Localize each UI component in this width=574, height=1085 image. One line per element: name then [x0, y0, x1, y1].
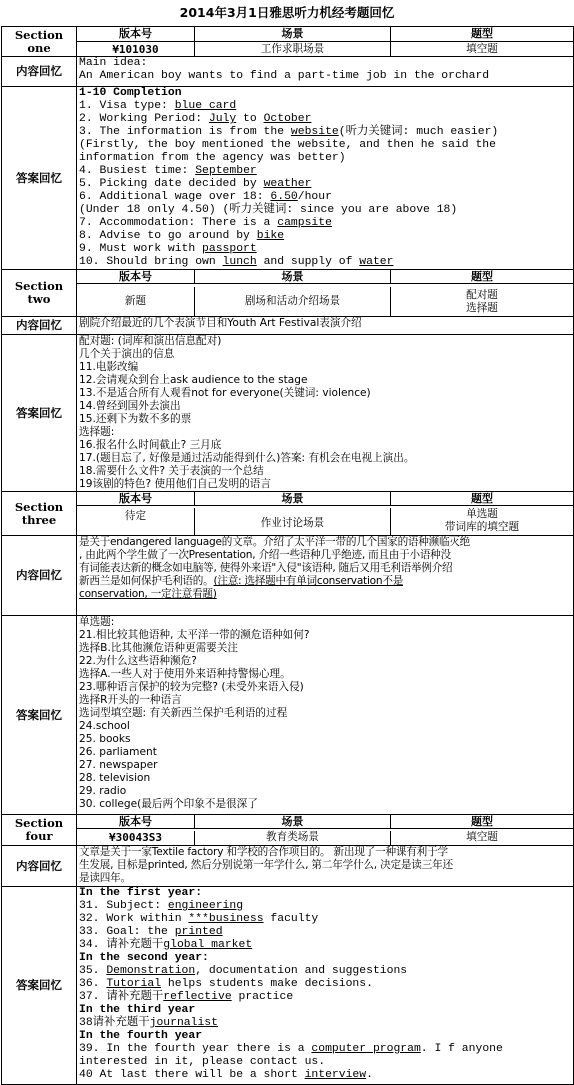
version-header: 版本号 [77, 492, 195, 506]
answer-label: 答案回忆 [2, 887, 77, 1085]
section-three-answer-row [2, 616, 574, 815]
section-one-answers-line [79, 256, 571, 269]
section-three-meta-grid [77, 492, 573, 535]
section-one-answers-line [79, 243, 571, 256]
line-text: 40 At last there will be a short [79, 1069, 305, 1081]
version-header: 版本号 [77, 27, 195, 42]
section-three-content-line [79, 575, 571, 588]
answer-text: reflective [163, 991, 232, 1003]
answer-text: journalist [149, 1017, 218, 1029]
type-header: 题型 [391, 492, 573, 506]
line-text: 12.会请观众到台上ask audience to the stage [79, 374, 308, 386]
line-text: /hour [297, 191, 332, 203]
answer-text: global market [163, 939, 253, 951]
line-text: 28. television [79, 772, 151, 784]
answer-text: July [208, 113, 237, 125]
answer-text: Tutorial [106, 978, 162, 990]
section-four-answers-line [79, 1043, 571, 1056]
section-three-content-line [79, 549, 571, 562]
line-text: 21.相比较其他语种, 太平洋一带的濒危语种如何? [79, 629, 310, 641]
answer-text: conservation, 一定注意看题) [79, 588, 217, 600]
content-label: 内容回忆 [2, 57, 77, 87]
section-four-answers-line [79, 1056, 571, 1069]
section-one-answers-line [79, 100, 571, 113]
section-three-answers-line [79, 785, 571, 798]
content-label: 内容回忆 [2, 536, 77, 616]
line-text: 有词能表达新的概念如电脑等, 使得外来语"入侵"该语种, 随后又用毛利语举例介绍 [79, 562, 453, 574]
line-text: 29. radio [79, 785, 127, 797]
section-three-answers-line [79, 655, 571, 668]
line-text: 33. Goal: the [79, 926, 175, 938]
scene-header: 场景 [195, 270, 391, 284]
section-two-answers [77, 335, 574, 492]
line-text: 9. Must work with [79, 243, 203, 255]
scene-header: 场景 [195, 27, 391, 42]
line-text: 22.为什么这些语种濒危? [79, 655, 197, 667]
section-four-type: 填空题 [466, 830, 498, 843]
line-text: 32. Work within [79, 913, 189, 925]
section-one-meta-row [2, 42, 574, 57]
answer-text: campsite [277, 217, 332, 229]
section-two-answers-line [79, 478, 571, 491]
line-text: 选择题: [79, 426, 115, 438]
section-four-content-line: 生发展, 目标是printed, 然后分别说第一年学什么, 第二年学什么, 决定是读三年还 [79, 859, 453, 871]
line-text: 新西兰是如何保护毛利语的。 [79, 575, 214, 587]
line-text: 17.(题目忘了, 好像是通过活动能得到什么)答案: 有机会在电视上演出。 [79, 452, 415, 464]
line-text: 34. 请补充题干 [79, 939, 164, 951]
line-text: . [366, 1069, 373, 1081]
line-text: 10. Should bring own [79, 256, 223, 268]
line-text: 35. [79, 965, 107, 977]
section-three-header-row [2, 492, 574, 536]
line-text: . I f anyone [420, 1043, 503, 1055]
section-four-answers-line [79, 1004, 571, 1017]
line-text: 11.电影改编 [79, 361, 139, 373]
answer-label: 答案回忆 [2, 87, 77, 270]
answer-text: blue card [174, 100, 237, 112]
section-four-version: ¥30043S3 [77, 831, 195, 846]
section-two-version: 新题 [77, 287, 195, 316]
section-one-content-line: Main idea: [79, 57, 148, 69]
section-one-answers-line [79, 139, 571, 152]
line-text: and supply of [256, 256, 360, 268]
answer-label: 答案回忆 [2, 335, 77, 492]
line-text: 1. Visa type: [79, 100, 175, 112]
section-two-answers-line [79, 361, 571, 374]
line-text: 3. The information is from the [79, 126, 291, 138]
type-header: 题型 [391, 27, 574, 42]
section-four-answers-line [79, 1069, 571, 1082]
line-text: helps students make decisions. [161, 978, 373, 990]
section-three-name: Section three [2, 492, 77, 536]
line-text: 23.哪种语言保护的较为完整? (未受外来语入侵) [79, 681, 304, 693]
section-one-answers [77, 87, 574, 270]
version-header: 版本号 [77, 270, 195, 284]
version-header: 版本号 [77, 815, 195, 829]
section-three-content [77, 536, 574, 616]
section-four-content-row [2, 846, 574, 887]
section-one-answers-line [79, 191, 571, 204]
scene-header: 场景 [195, 815, 391, 829]
content-label: 内容回忆 [2, 317, 77, 335]
line-text: 39. In the fourth year there is a [79, 1043, 312, 1055]
section-four-answers-line [79, 1030, 571, 1043]
section-one-answers-line [79, 204, 571, 217]
section-three-version: 待定 [77, 508, 195, 536]
section-four-name: Section four [2, 815, 77, 846]
line-text: practice [231, 991, 294, 1003]
section-one-answers-line [79, 126, 571, 139]
answer-label: 答案回忆 [2, 616, 77, 815]
content-label: 内容回忆 [2, 846, 77, 887]
section-four-content-line: 是读四年。 [79, 872, 131, 884]
section-two-answers-line [79, 426, 571, 439]
section-three-content-line [79, 562, 571, 575]
answer-text: water [359, 256, 394, 268]
answer-text: printed [174, 926, 223, 938]
section-four-answers-line [79, 978, 571, 991]
section-one-header-row [2, 27, 574, 42]
answer-text: website [290, 126, 339, 138]
answer-text: lunch [222, 256, 257, 268]
section-two-meta-grid [77, 270, 573, 316]
answer-text: interview [304, 1069, 367, 1081]
line-text: 选词型填空题: 有关新西兰保护毛利语的过程 [79, 707, 288, 719]
section-four-content [77, 846, 574, 887]
line-text: 5. Picking date decided by [79, 178, 264, 190]
section-two-type: 配对题 选择题 [466, 288, 498, 314]
line-text: In the third year [79, 1004, 196, 1016]
section-three-answers-line [79, 746, 571, 759]
type-header: 题型 [391, 815, 573, 829]
line-text: 配对题: (词库和演出信息配对) [79, 335, 222, 347]
section-three-content-row [2, 536, 574, 616]
line-text: 19该剧的特色? 使用他们自己发明的语言 [79, 478, 271, 490]
answer-text: 6.50 [270, 191, 298, 203]
section-three-answers-line [79, 616, 571, 629]
answer-text: September [195, 165, 257, 177]
line-text: 18.需要什么文件? 关于表演的一个总结 [79, 465, 264, 477]
line-text: 单选题: [79, 616, 115, 628]
line-text: 24.school [79, 720, 130, 732]
line-text: 26. parliament [79, 746, 157, 758]
section-two-answers-line [79, 452, 571, 465]
section-four-answers-line [79, 991, 571, 1004]
section-one-answers-line [79, 165, 571, 178]
section-four-answers-line [79, 900, 571, 913]
section-two-content [77, 317, 574, 335]
section-two-answers-line [79, 413, 571, 426]
section-two-answers-line [79, 335, 571, 348]
line-text: 8. Advise to go around by [79, 230, 257, 242]
section-three-answers-line [79, 772, 571, 785]
line-text: to [236, 113, 264, 125]
line-text: interested in it, please contact us. [79, 1056, 326, 1068]
section-one-name: Section one [2, 27, 77, 57]
line-text: 16.报名什么时间截止? 三月底 [79, 439, 222, 451]
line-text: In the fourth year [79, 1030, 203, 1042]
section-four-meta [77, 815, 574, 846]
section-one-scene: 工作求职场景 [195, 42, 391, 57]
answer-text: (注意: 选择题中有单词conservation不是 [213, 575, 404, 587]
answer-text: Demonstration [106, 965, 196, 977]
line-text: , documentation and suggestions [195, 965, 408, 977]
section-one-answers-line [79, 230, 571, 243]
scene-header: 场景 [195, 492, 391, 506]
section-one-answers-line [79, 152, 571, 165]
section-three-answers-line [79, 707, 571, 720]
section-one-answers-line [79, 178, 571, 191]
line-text: faculty [263, 913, 319, 925]
line-text: 25. books [79, 733, 131, 745]
section-three-meta [77, 492, 574, 536]
line-text: 4. Busiest time: [79, 165, 196, 177]
answer-text: engineering [167, 900, 244, 912]
section-three-answers-line [79, 681, 571, 694]
line-text: 选择R开头的一种语言 [79, 694, 182, 706]
section-three-answers-line [79, 720, 571, 733]
section-three-content-line [79, 588, 571, 601]
section-three-answers-line [79, 694, 571, 707]
line-text: 36. [79, 978, 107, 990]
answer-text: passport [202, 243, 257, 255]
section-two-name: Section two [2, 270, 77, 317]
section-one-answer-row [2, 87, 574, 270]
section-two-header-row [2, 270, 574, 317]
section-four-answers-line [79, 965, 571, 978]
line-text: 2. Working Period: [79, 113, 209, 125]
section-three-answers-line [79, 733, 571, 746]
section-one-answers-line [79, 113, 571, 126]
line-text: 是关于endangered language的文章。介绍了太平洋一带的几个国家的语种濒临灭绝 [79, 536, 470, 548]
section-four-answers-line [79, 926, 571, 939]
section-two-answers-line [79, 465, 571, 478]
line-text: 13.不是适合所有人观看not for everyone(关键词: violence) [79, 387, 371, 399]
line-text: 37. 请补充题干 [79, 991, 164, 1003]
section-four-meta-grid [77, 815, 573, 845]
section-two-meta [77, 270, 574, 317]
section-four-answers [77, 887, 574, 1085]
line-text: , 由此两个学生做了一次Presentation, 介绍一些语种几乎绝迹, 而且由于小语种没 [79, 549, 451, 561]
line-text: 15.还剩下为数不多的票 [79, 413, 192, 425]
section-two-answers-line [79, 439, 571, 452]
section-three-scene: 作业讨论场景 [195, 508, 391, 536]
section-three-content-line [79, 536, 571, 549]
line-text: 6. Additional wage over 18: [79, 191, 271, 203]
line-text: 选择A.一些人对于使用外来语种持警惕心理。 [79, 668, 291, 680]
section-four-answers-line [79, 887, 571, 900]
section-three-type: 单选题 带词库的填空题 [444, 507, 520, 533]
section-one-type: 填空题 [391, 42, 574, 57]
line-text: (Firstly, the boy mentioned the website, and then he said the [79, 139, 496, 151]
section-two-answers-line [79, 400, 571, 413]
line-text: information from the agency was better) [79, 152, 346, 164]
exam-table [1, 26, 574, 1085]
section-four-answers-line [79, 1017, 571, 1030]
section-four-answer-row [2, 887, 574, 1085]
answer-text: October [263, 113, 312, 125]
section-one-answers-line [79, 217, 571, 230]
page-title: 2014年3月1日雅思听力机经考题回忆 [179, 5, 395, 20]
line-text: In the first year: [79, 887, 203, 899]
type-header: 题型 [391, 270, 573, 284]
section-two-answers-line [79, 387, 571, 400]
line-text: 27. newspaper [79, 759, 158, 771]
section-one-content [77, 57, 574, 87]
line-text: 31. Subject: [79, 900, 168, 912]
section-two-content-row [2, 317, 574, 335]
section-one-answers-line [79, 87, 571, 100]
line-text: 1-10 Completion [79, 87, 182, 99]
section-four-content-line: 文章是关于一家Textile factory 和学校的合作项目的。 新出现了一种课有利于学 [79, 846, 448, 858]
line-text: (Under 18 only 4.50) (听力关键词: since you are above 18) [79, 204, 458, 216]
line-text: (听力关键词: much easier) [338, 126, 499, 138]
section-four-answers-line [79, 913, 571, 926]
answer-text: bike [256, 230, 285, 242]
line-text: 7. Accommodation: There is a [79, 217, 278, 229]
section-two-scene: 剧场和活动介绍场景 [195, 287, 391, 316]
section-one-content-line: An American boy wants to find a part-time job in the orchard [79, 70, 490, 82]
section-three-answers-line [79, 668, 571, 681]
section-four-scene: 教育类场景 [195, 831, 391, 846]
line-text: 38请补充题干 [79, 1017, 150, 1029]
section-two-answers-line [79, 374, 571, 387]
line-text: 14.曾经到国外去演出 [79, 400, 181, 412]
line-text: 几个关于演出的信息 [79, 348, 175, 360]
section-three-answers-line [79, 759, 571, 772]
section-one-version: ¥101030 [77, 42, 195, 57]
section-four-answers-line [79, 939, 571, 952]
answer-text: computer program [311, 1043, 421, 1055]
line-text: In the second year: [79, 952, 209, 964]
section-three-answers-line [79, 642, 571, 655]
section-three-answers-line [79, 798, 571, 811]
section-three-answers-line [79, 629, 571, 642]
line-text: 30. college(最后两个印象不是很深了 [79, 798, 258, 810]
line-text: 选择B.比其他濒危语种更需要关注 [79, 642, 238, 654]
section-four-answers-line [79, 952, 571, 965]
section-two-content-line: 剧院介绍最近的几个表演节目和Youth Art Festival表演介绍 [79, 317, 362, 329]
section-four-header-row [2, 815, 574, 846]
section-one-content-row [2, 57, 574, 87]
section-two-answer-row [2, 335, 574, 492]
section-two-answers-line [79, 348, 571, 361]
section-three-answers [77, 616, 574, 815]
answer-text: weather [263, 178, 312, 190]
answer-text: ***business [188, 913, 264, 925]
